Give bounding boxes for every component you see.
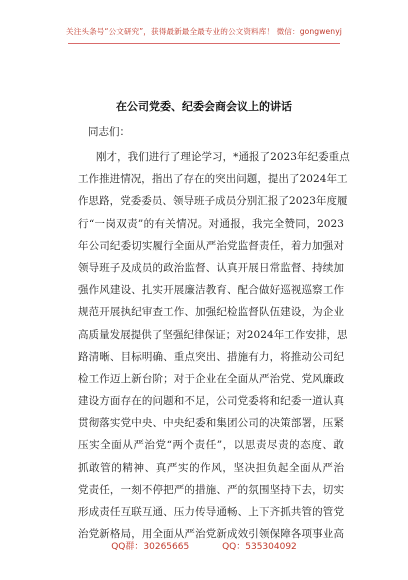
body-line: 高质量发展提供了坚强纪律保证；对2024年工作安排，思 xyxy=(78,328,348,341)
body-line: 强作风建设、扎实开展廉洁教育、配合做好巡视巡察工作 xyxy=(78,284,344,297)
body-line: 刚才，我们进行了理论学习，*通报了2023年纪委重点 xyxy=(96,151,350,163)
body-line: 路清晰、目标明确、重点突出、措施有力，将推动公司纪 xyxy=(78,350,344,363)
footer-contact xyxy=(0,539,408,552)
body-line: 工作推进情况，指出了存在的突出问题，提出了2024年工 xyxy=(78,173,348,186)
body-line: 建设方面存在的问题和不足，公司党委将和纪委一道认真 xyxy=(78,395,344,408)
body-line: 压实全面从严治党“两个责任”，以思责尽责的态度、敢 xyxy=(78,439,344,452)
body-line: 贯彻落实党中央、中央纪委和集团公司的决策部署，压紧 xyxy=(78,417,344,430)
body-line: 年公司纪委切实履行全面从严治党监督责任，着力加强对 xyxy=(78,239,344,252)
body-line: 抓敢管的精神、真严实的作风，坚决担负起全面从严治 xyxy=(78,461,344,474)
body-line: 治党新格局，用全面从严治党新成效引领保障各项事业高 xyxy=(78,528,344,541)
body-line: 检工作迈上新台阶；对于企业在全面从严治党、党风廉政 xyxy=(78,372,344,385)
body-line: 作思路，党委委员、领导班子成员分别汇报了2023年度履 xyxy=(78,195,348,208)
salutation: 同志们： xyxy=(88,126,130,138)
header-divider xyxy=(68,43,340,44)
body-paragraph xyxy=(78,146,350,545)
footer-qq-group: QQ群：30265665 xyxy=(111,542,190,552)
footer-qq-number: QQ：535304092 xyxy=(222,542,297,552)
body-line: 党责任，一刻不停把严的措施、严的氛围坚持下去，切实 xyxy=(78,483,344,496)
body-line: 行“一岗双责”的有关情况。对通报，我完全赞同，2023 xyxy=(78,217,344,230)
header-banner: 关注头条号“公文研究”，获得最新最全最专业的公文资料库！ 微信：gongwenyj xyxy=(66,27,342,36)
body-line: 形成责任互联互通、压力传导通畅、上下齐抓共管的管党 xyxy=(78,506,344,518)
body-line: 领导班子及成员的政治监督、认真开展日常监督、持续加 xyxy=(78,261,344,274)
document-title: 在公司党委、纪委会商会议上的讲话 xyxy=(116,100,292,113)
body-line: 规范开展执纪审查工作、加强纪检监督队伍建设，为企业 xyxy=(78,306,344,319)
